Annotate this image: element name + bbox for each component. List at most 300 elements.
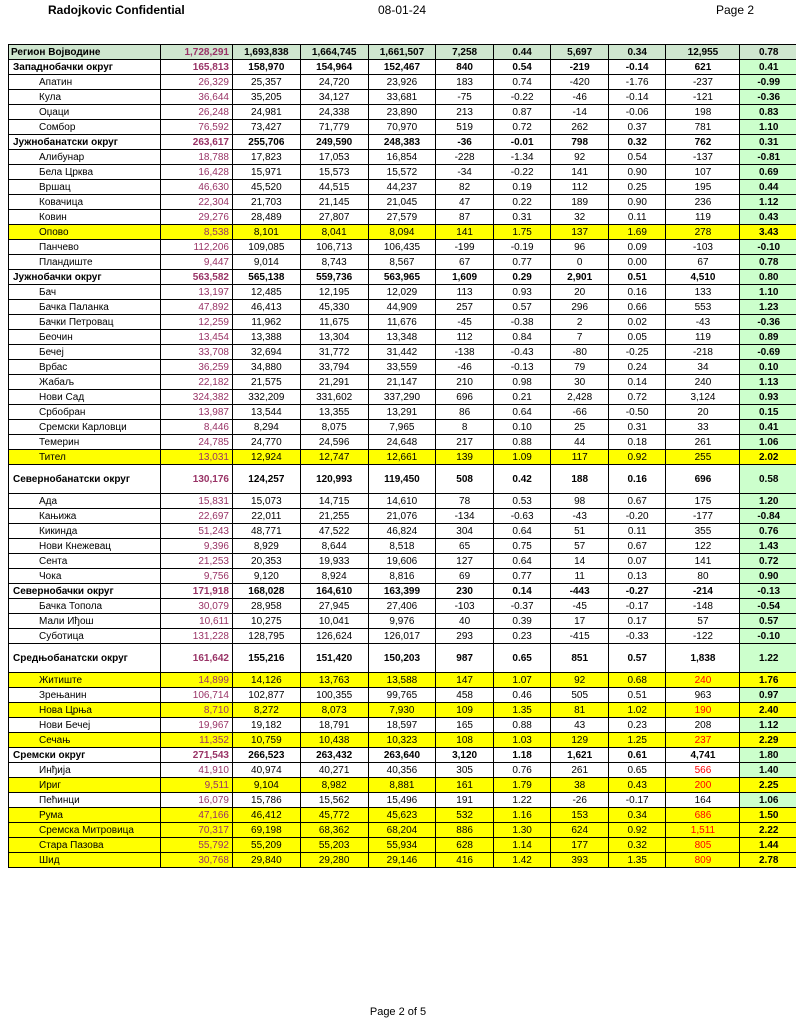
cell-col-6: 1.42 xyxy=(493,853,551,868)
cell-col-1: 22,697 xyxy=(161,509,233,524)
cell-col-3: 11,675 xyxy=(300,315,368,330)
cell-col-2: 24,770 xyxy=(232,435,300,450)
cell-col-7: 505 xyxy=(551,688,609,703)
cell-col-8: 0.51 xyxy=(608,270,666,285)
cell-col-5: 87 xyxy=(436,210,494,225)
cell-col-8: 0.51 xyxy=(608,688,666,703)
cell-col-7: 38 xyxy=(551,778,609,793)
cell-col-6: 1.07 xyxy=(493,673,551,688)
table-row xyxy=(9,853,796,868)
cell-col-6: 1.03 xyxy=(493,733,551,748)
table-row xyxy=(9,688,796,703)
cell-col-7: 96 xyxy=(551,240,609,255)
cell-col-3: 154,964 xyxy=(300,60,368,75)
cell-col-6: 0.76 xyxy=(493,763,551,778)
cell-col-7: 79 xyxy=(551,360,609,375)
cell-col-1: 29,276 xyxy=(161,210,233,225)
cell-col-6: -0.38 xyxy=(493,315,551,330)
cell-col-9: 240 xyxy=(666,375,740,390)
cell-col-7: -443 xyxy=(551,584,609,599)
row-name: Житиште xyxy=(9,673,161,688)
cell-col-6: 1.75 xyxy=(493,225,551,240)
cell-col-1: 12,259 xyxy=(161,315,233,330)
table-row xyxy=(9,75,796,90)
cell-col-5: 987 xyxy=(436,644,494,673)
cell-col-3: 106,713 xyxy=(300,240,368,255)
cell-col-5: 696 xyxy=(436,390,494,405)
cell-col-4: 16,854 xyxy=(368,150,436,165)
cell-col-7: -26 xyxy=(551,793,609,808)
cell-col-3: 55,203 xyxy=(300,838,368,853)
cell-col-10: 0.10 xyxy=(740,360,796,375)
cell-col-7: -45 xyxy=(551,599,609,614)
header-date: 08-01-24 xyxy=(378,3,427,17)
row-name: Ада xyxy=(9,494,161,509)
table-row xyxy=(9,210,796,225)
cell-col-8: -1.76 xyxy=(608,75,666,90)
cell-col-9: 198 xyxy=(666,105,740,120)
table-row xyxy=(9,614,796,629)
cell-col-3: 71,779 xyxy=(300,120,368,135)
cell-col-8: 1.35 xyxy=(608,853,666,868)
cell-col-3: 8,924 xyxy=(300,569,368,584)
cell-col-3: 13,763 xyxy=(300,673,368,688)
cell-col-3: 14,715 xyxy=(300,494,368,509)
cell-col-2: 13,388 xyxy=(232,330,300,345)
row-name: Средњобанатски округ xyxy=(9,644,161,673)
table-row xyxy=(9,599,796,614)
cell-col-6: 0.22 xyxy=(493,195,551,210)
cell-col-5: -34 xyxy=(436,165,494,180)
cell-col-3: 12,195 xyxy=(300,285,368,300)
cell-col-3: 8,743 xyxy=(300,255,368,270)
cell-col-1: 46,630 xyxy=(161,180,233,195)
row-name: Бачка Паланка xyxy=(9,300,161,315)
cell-col-9: 240 xyxy=(666,673,740,688)
cell-col-5: -75 xyxy=(436,90,494,105)
cell-col-8: 1.69 xyxy=(608,225,666,240)
cell-col-3: 8,644 xyxy=(300,539,368,554)
cell-col-8: -0.17 xyxy=(608,793,666,808)
table-row xyxy=(9,823,796,838)
cell-col-6: 0.87 xyxy=(493,105,551,120)
cell-col-10: 3.43 xyxy=(740,225,796,240)
cell-col-1: 131,228 xyxy=(161,629,233,644)
cell-col-9: 33 xyxy=(666,420,740,435)
cell-col-6: 0.14 xyxy=(493,584,551,599)
cell-col-4: 19,606 xyxy=(368,554,436,569)
table-row xyxy=(9,793,796,808)
cell-col-10: 0.41 xyxy=(740,420,796,435)
cell-col-9: 809 xyxy=(666,853,740,868)
cell-col-9: 261 xyxy=(666,435,740,450)
cell-col-1: 47,166 xyxy=(161,808,233,823)
cell-col-7: 261 xyxy=(551,763,609,778)
cell-col-4: 21,045 xyxy=(368,195,436,210)
cell-col-8: 0.65 xyxy=(608,763,666,778)
cell-col-5: 213 xyxy=(436,105,494,120)
table-row xyxy=(9,420,796,435)
cell-col-8: -0.17 xyxy=(608,599,666,614)
cell-col-4: 152,467 xyxy=(368,60,436,75)
cell-col-5: 257 xyxy=(436,300,494,315)
cell-col-7: 262 xyxy=(551,120,609,135)
cell-col-5: 305 xyxy=(436,763,494,778)
cell-col-10: -0.81 xyxy=(740,150,796,165)
cell-col-5: 1,609 xyxy=(436,270,494,285)
cell-col-6: -0.37 xyxy=(493,599,551,614)
cell-col-2: 109,085 xyxy=(232,240,300,255)
cell-col-8: -0.33 xyxy=(608,629,666,644)
cell-col-8: 0.00 xyxy=(608,255,666,270)
cell-col-10: 1.40 xyxy=(740,763,796,778)
table-row xyxy=(9,539,796,554)
table-row xyxy=(9,390,796,405)
cell-col-6: 0.57 xyxy=(493,300,551,315)
cell-col-5: 147 xyxy=(436,673,494,688)
row-name: Сечањ xyxy=(9,733,161,748)
cell-col-5: 127 xyxy=(436,554,494,569)
cell-col-7: -219 xyxy=(551,60,609,75)
cell-col-6: 0.39 xyxy=(493,614,551,629)
cell-col-3: 126,624 xyxy=(300,629,368,644)
cell-col-6: 1.14 xyxy=(493,838,551,853)
cell-col-7: 296 xyxy=(551,300,609,315)
cell-col-1: 10,611 xyxy=(161,614,233,629)
cell-col-9: 805 xyxy=(666,838,740,853)
cell-col-8: 1.02 xyxy=(608,703,666,718)
row-name: Кањижа xyxy=(9,509,161,524)
cell-col-4: 10,323 xyxy=(368,733,436,748)
cell-col-8: 0.61 xyxy=(608,748,666,763)
cell-col-6: 0.72 xyxy=(493,120,551,135)
cell-col-2: 15,971 xyxy=(232,165,300,180)
cell-col-4: 563,965 xyxy=(368,270,436,285)
cell-col-7: 137 xyxy=(551,225,609,240)
cell-col-3: 13,304 xyxy=(300,330,368,345)
row-name: Бачка Топола xyxy=(9,599,161,614)
cell-col-3: 19,933 xyxy=(300,554,368,569)
cell-col-4: 31,442 xyxy=(368,345,436,360)
cell-col-1: 36,644 xyxy=(161,90,233,105)
cell-col-6: 0.64 xyxy=(493,405,551,420)
cell-col-2: 168,028 xyxy=(232,584,300,599)
cell-col-5: 65 xyxy=(436,539,494,554)
cell-col-2: 24,981 xyxy=(232,105,300,120)
cell-col-6: 1.09 xyxy=(493,450,551,465)
table-row xyxy=(9,315,796,330)
row-name: Стара Пазова xyxy=(9,838,161,853)
cell-col-9: -214 xyxy=(666,584,740,599)
cell-col-2: 14,126 xyxy=(232,673,300,688)
table-row xyxy=(9,703,796,718)
cell-col-9: -148 xyxy=(666,599,740,614)
cell-col-3: 17,053 xyxy=(300,150,368,165)
cell-col-1: 8,710 xyxy=(161,703,233,718)
cell-col-10: 2.40 xyxy=(740,703,796,718)
cell-col-7: 153 xyxy=(551,808,609,823)
cell-col-7: 624 xyxy=(551,823,609,838)
cell-col-9: 566 xyxy=(666,763,740,778)
cell-col-6: 0.44 xyxy=(493,45,551,60)
cell-col-4: 1,661,507 xyxy=(368,45,436,60)
cell-col-9: 80 xyxy=(666,569,740,584)
cell-col-8: 0.16 xyxy=(608,285,666,300)
row-name: Сомбор xyxy=(9,120,161,135)
cell-col-7: 81 xyxy=(551,703,609,718)
cell-col-8: 0.90 xyxy=(608,195,666,210)
cell-col-3: 27,807 xyxy=(300,210,368,225)
cell-col-4: 8,518 xyxy=(368,539,436,554)
cell-col-9: 119 xyxy=(666,330,740,345)
row-name: Ковин xyxy=(9,210,161,225)
cell-col-5: 8 xyxy=(436,420,494,435)
cell-col-4: 46,824 xyxy=(368,524,436,539)
row-name: Бечеј xyxy=(9,345,161,360)
cell-col-10: -0.69 xyxy=(740,345,796,360)
cell-col-8: 0.25 xyxy=(608,180,666,195)
cell-col-10: 0.41 xyxy=(740,60,796,75)
row-name: Панчево xyxy=(9,240,161,255)
row-name: Вршац xyxy=(9,180,161,195)
row-name: Нова Црња xyxy=(9,703,161,718)
cell-col-5: 508 xyxy=(436,465,494,494)
header-page: Page 2 xyxy=(716,3,755,17)
cell-col-1: 41,910 xyxy=(161,763,233,778)
row-name: Регион Војводине xyxy=(9,45,161,60)
cell-col-10: 1.12 xyxy=(740,718,796,733)
cell-col-10: -0.36 xyxy=(740,90,796,105)
cell-col-8: 0.37 xyxy=(608,120,666,135)
row-name: Шид xyxy=(9,853,161,868)
cell-col-9: 208 xyxy=(666,718,740,733)
cell-col-7: 98 xyxy=(551,494,609,509)
cell-col-8: 0.34 xyxy=(608,45,666,60)
cell-col-8: 1.25 xyxy=(608,733,666,748)
cell-col-6: 0.93 xyxy=(493,285,551,300)
cell-col-9: 1,511 xyxy=(666,823,740,838)
row-name: Пећинци xyxy=(9,793,161,808)
cell-col-2: 158,970 xyxy=(232,60,300,75)
cell-col-3: 44,515 xyxy=(300,180,368,195)
row-name: Врбас xyxy=(9,360,161,375)
row-name: Јужнобанатски округ xyxy=(9,135,161,150)
cell-col-4: 337,290 xyxy=(368,390,436,405)
cell-col-6: 0.29 xyxy=(493,270,551,285)
cell-col-3: 24,720 xyxy=(300,75,368,90)
cell-col-2: 255,706 xyxy=(232,135,300,150)
cell-col-1: 36,259 xyxy=(161,360,233,375)
table-row xyxy=(9,240,796,255)
cell-col-1: 55,792 xyxy=(161,838,233,853)
cell-col-7: 7 xyxy=(551,330,609,345)
cell-col-5: 458 xyxy=(436,688,494,703)
cell-col-1: 11,352 xyxy=(161,733,233,748)
region-row xyxy=(9,644,796,673)
cell-col-5: 191 xyxy=(436,793,494,808)
cell-col-6: 1.18 xyxy=(493,748,551,763)
cell-col-2: 332,209 xyxy=(232,390,300,405)
cell-col-8: 0.54 xyxy=(608,150,666,165)
cell-col-10: 1.80 xyxy=(740,748,796,763)
cell-col-2: 40,974 xyxy=(232,763,300,778)
cell-col-1: 263,617 xyxy=(161,135,233,150)
cell-col-2: 28,958 xyxy=(232,599,300,614)
cell-col-3: 45,772 xyxy=(300,808,368,823)
cell-col-5: 78 xyxy=(436,494,494,509)
cell-col-9: 237 xyxy=(666,733,740,748)
cell-col-10: -0.99 xyxy=(740,75,796,90)
table-body xyxy=(9,45,796,868)
table-row xyxy=(9,673,796,688)
cell-col-10: 0.90 xyxy=(740,569,796,584)
cell-col-2: 46,412 xyxy=(232,808,300,823)
cell-col-6: 0.19 xyxy=(493,180,551,195)
cell-col-4: 12,661 xyxy=(368,450,436,465)
cell-col-7: 11 xyxy=(551,569,609,584)
cell-col-6: 1.22 xyxy=(493,793,551,808)
cell-col-1: 13,454 xyxy=(161,330,233,345)
cell-col-1: 30,079 xyxy=(161,599,233,614)
cell-col-4: 13,291 xyxy=(368,405,436,420)
cell-col-2: 17,823 xyxy=(232,150,300,165)
cell-col-6: 0.64 xyxy=(493,524,551,539)
cell-col-6: -0.43 xyxy=(493,345,551,360)
cell-col-2: 15,786 xyxy=(232,793,300,808)
cell-col-1: 15,831 xyxy=(161,494,233,509)
cell-col-10: 2.25 xyxy=(740,778,796,793)
cell-col-9: 621 xyxy=(666,60,740,75)
cell-col-1: 9,511 xyxy=(161,778,233,793)
row-name: Рума xyxy=(9,808,161,823)
cell-col-1: 271,543 xyxy=(161,748,233,763)
cell-col-7: -43 xyxy=(551,509,609,524)
cell-col-9: 4,510 xyxy=(666,270,740,285)
cell-col-7: 57 xyxy=(551,539,609,554)
cell-col-5: 161 xyxy=(436,778,494,793)
cell-col-6: 0.75 xyxy=(493,539,551,554)
cell-col-10: 0.57 xyxy=(740,614,796,629)
cell-col-3: 151,420 xyxy=(300,644,368,673)
cell-col-10: 1.43 xyxy=(740,539,796,554)
cell-col-5: 141 xyxy=(436,225,494,240)
cell-col-8: 0.11 xyxy=(608,210,666,225)
cell-col-2: 10,759 xyxy=(232,733,300,748)
cell-col-9: 20 xyxy=(666,405,740,420)
cell-col-4: 68,204 xyxy=(368,823,436,838)
cell-col-6: 0.98 xyxy=(493,375,551,390)
cell-col-1: 19,967 xyxy=(161,718,233,733)
cell-col-6: -0.22 xyxy=(493,90,551,105)
cell-col-2: 102,877 xyxy=(232,688,300,703)
cell-col-9: -43 xyxy=(666,315,740,330)
cell-col-1: 76,592 xyxy=(161,120,233,135)
cell-col-8: 0.13 xyxy=(608,569,666,584)
cell-col-2: 21,575 xyxy=(232,375,300,390)
cell-col-8: 0.09 xyxy=(608,240,666,255)
cell-col-5: 139 xyxy=(436,450,494,465)
cell-col-6: 0.23 xyxy=(493,629,551,644)
cell-col-9: 190 xyxy=(666,703,740,718)
row-name: Западнобачки округ xyxy=(9,60,161,75)
cell-col-2: 11,962 xyxy=(232,315,300,330)
cell-col-1: 9,756 xyxy=(161,569,233,584)
cell-col-5: -228 xyxy=(436,150,494,165)
cell-col-6: 0.65 xyxy=(493,644,551,673)
cell-col-2: 25,357 xyxy=(232,75,300,90)
cell-col-9: 122 xyxy=(666,539,740,554)
cell-col-7: 188 xyxy=(551,465,609,494)
cell-col-5: -138 xyxy=(436,345,494,360)
cell-col-5: 416 xyxy=(436,853,494,868)
cell-col-10: 1.10 xyxy=(740,120,796,135)
cell-col-2: 73,427 xyxy=(232,120,300,135)
cell-col-4: 11,676 xyxy=(368,315,436,330)
cell-col-4: 21,076 xyxy=(368,509,436,524)
cell-col-5: 210 xyxy=(436,375,494,390)
cell-col-9: 67 xyxy=(666,255,740,270)
cell-col-7: -415 xyxy=(551,629,609,644)
cell-col-3: 8,041 xyxy=(300,225,368,240)
cell-col-8: 0.72 xyxy=(608,390,666,405)
cell-col-6: 0.88 xyxy=(493,435,551,450)
cell-col-7: 393 xyxy=(551,853,609,868)
row-name: Темерин xyxy=(9,435,161,450)
cell-col-3: 21,255 xyxy=(300,509,368,524)
cell-col-9: 255 xyxy=(666,450,740,465)
cell-col-9: 141 xyxy=(666,554,740,569)
cell-col-10: 0.72 xyxy=(740,554,796,569)
cell-col-7: 17 xyxy=(551,614,609,629)
cell-col-4: 18,597 xyxy=(368,718,436,733)
cell-col-5: 519 xyxy=(436,120,494,135)
cell-col-7: -14 xyxy=(551,105,609,120)
cell-col-6: 0.74 xyxy=(493,75,551,90)
cell-col-5: 113 xyxy=(436,285,494,300)
region-row xyxy=(9,748,796,763)
cell-col-3: 47,522 xyxy=(300,524,368,539)
cell-col-2: 9,104 xyxy=(232,778,300,793)
cell-col-6: 0.54 xyxy=(493,60,551,75)
cell-col-4: 23,926 xyxy=(368,75,436,90)
cell-col-6: 0.42 xyxy=(493,465,551,494)
cell-col-5: -36 xyxy=(436,135,494,150)
cell-col-1: 33,708 xyxy=(161,345,233,360)
cell-col-9: 200 xyxy=(666,778,740,793)
cell-col-10: 0.78 xyxy=(740,255,796,270)
cell-col-3: 10,041 xyxy=(300,614,368,629)
table-row xyxy=(9,300,796,315)
cell-col-6: -0.01 xyxy=(493,135,551,150)
cell-col-7: 112 xyxy=(551,180,609,195)
cell-col-9: 57 xyxy=(666,614,740,629)
cell-col-4: 15,572 xyxy=(368,165,436,180)
cell-col-2: 46,413 xyxy=(232,300,300,315)
cell-col-8: 0.14 xyxy=(608,375,666,390)
cell-col-10: 0.31 xyxy=(740,135,796,150)
row-name: Бач xyxy=(9,285,161,300)
cell-col-4: 23,890 xyxy=(368,105,436,120)
cell-col-5: 304 xyxy=(436,524,494,539)
population-table xyxy=(8,44,796,868)
cell-col-2: 19,182 xyxy=(232,718,300,733)
cell-col-8: -0.50 xyxy=(608,405,666,420)
cell-col-7: -46 xyxy=(551,90,609,105)
cell-col-8: 0.68 xyxy=(608,673,666,688)
cell-col-3: 8,075 xyxy=(300,420,368,435)
table-row xyxy=(9,255,796,270)
table-row xyxy=(9,509,796,524)
